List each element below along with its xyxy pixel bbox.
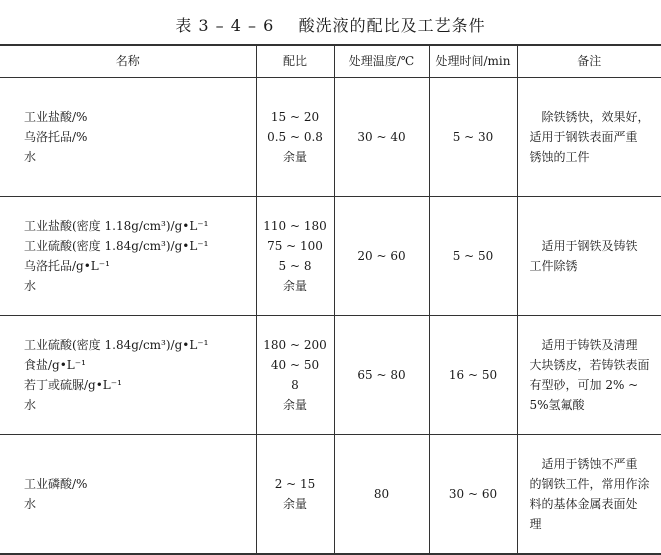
ratio-values <box>256 315 334 434</box>
remark-line: 适用于锈蚀不严重 <box>529 456 638 471</box>
remarks-cell <box>517 77 661 196</box>
time-cell: 5 ~ 50 <box>429 196 517 315</box>
component-name: 若丁或硫脲/g•L⁻¹ <box>24 377 122 392</box>
temperature-cell: 65 ~ 80 <box>334 315 429 434</box>
component-name: 食盐/g•L⁻¹ <box>24 357 86 372</box>
remark-line: 大块锈皮，若铸铁表面 <box>529 357 650 372</box>
pickling-solution-table <box>0 44 661 555</box>
remark-line: 理 <box>529 516 542 531</box>
component-name: 水 <box>24 397 37 412</box>
component-names <box>0 196 256 315</box>
remarks-cell <box>517 196 661 315</box>
ratio-value: 余量 <box>282 149 307 164</box>
ratio-value: 2 ~ 15 <box>274 476 316 491</box>
temperature-cell: 80 <box>334 434 429 554</box>
ratio-value: 8 <box>291 377 299 392</box>
time-cell: 30 ~ 60 <box>429 434 517 554</box>
header-temperature: 处理温度/℃ <box>334 45 429 77</box>
header-ratio: 配比 <box>256 45 334 77</box>
remark-line: 有型砂，可加 2% ~ <box>529 377 639 392</box>
ratio-value: 余量 <box>282 278 307 293</box>
remark-line: 5%氢氟酸 <box>529 397 585 412</box>
ratio-values <box>256 434 334 554</box>
ratio-value: 110 ~ 180 <box>263 218 327 233</box>
ratio-value: 余量 <box>282 397 307 412</box>
remark-line: 料的基体金属表面处 <box>529 496 638 511</box>
ratio-value: 5 ~ 8 <box>278 258 312 273</box>
remarks-cell <box>517 315 661 434</box>
component-name: 水 <box>24 278 37 293</box>
table-row <box>0 77 661 196</box>
header-name: 名称 <box>0 45 256 77</box>
remark-line: 适用于钢铁表面严重 <box>529 129 638 144</box>
component-name: 水 <box>24 149 37 164</box>
component-name: 工业硫酸(密度 1.84g/cm³)/g•L⁻¹ <box>24 238 209 253</box>
ratio-value: 40 ~ 50 <box>270 357 320 372</box>
remark-line: 锈蚀的工件 <box>529 149 590 164</box>
component-name: 工业盐酸(密度 1.18g/cm³)/g•L⁻¹ <box>24 218 209 233</box>
component-names <box>0 315 256 434</box>
ratio-values <box>256 196 334 315</box>
table-header-row <box>0 45 661 77</box>
ratio-value: 75 ~ 100 <box>267 238 323 253</box>
remark-line: 除铁锈快，效果好， <box>529 109 650 124</box>
remark-line: 的钢铁工件，常用作涂 <box>529 476 650 491</box>
component-names <box>0 434 256 554</box>
component-name: 乌洛托品/% <box>24 129 88 144</box>
component-name: 工业磷酸/% <box>24 476 88 491</box>
remark-line: 适用于钢铁及铸铁 <box>529 238 638 253</box>
remark-line: 工件除锈 <box>529 258 578 273</box>
table-row <box>0 434 661 554</box>
component-name: 工业硫酸(密度 1.84g/cm³)/g•L⁻¹ <box>24 337 209 352</box>
remarks-cell <box>517 434 661 554</box>
time-cell: 5 ~ 30 <box>429 77 517 196</box>
temperature-cell: 30 ~ 40 <box>334 77 429 196</box>
remark-line: 适用于铸铁及清理 <box>529 337 638 352</box>
ratio-value: 180 ~ 200 <box>263 337 327 352</box>
ratio-values <box>256 77 334 196</box>
ratio-value: 余量 <box>282 496 307 511</box>
ratio-value: 15 ~ 20 <box>270 109 320 124</box>
time-cell: 16 ~ 50 <box>429 315 517 434</box>
component-name: 水 <box>24 496 37 511</box>
header-remarks: 备注 <box>517 45 661 77</box>
table-title: 表 3 – 4 – 6 酸洗液的配比及工艺条件 <box>175 16 486 35</box>
header-time: 处理时间/min <box>429 45 517 77</box>
component-name: 乌洛托品/g•L⁻¹ <box>24 258 110 273</box>
table-row <box>0 315 661 434</box>
table-row <box>0 196 661 315</box>
temperature-cell: 20 ~ 60 <box>334 196 429 315</box>
component-name: 工业盐酸/% <box>24 109 88 124</box>
ratio-value: 0.5 ~ 0.8 <box>267 129 323 144</box>
component-names <box>0 77 256 196</box>
